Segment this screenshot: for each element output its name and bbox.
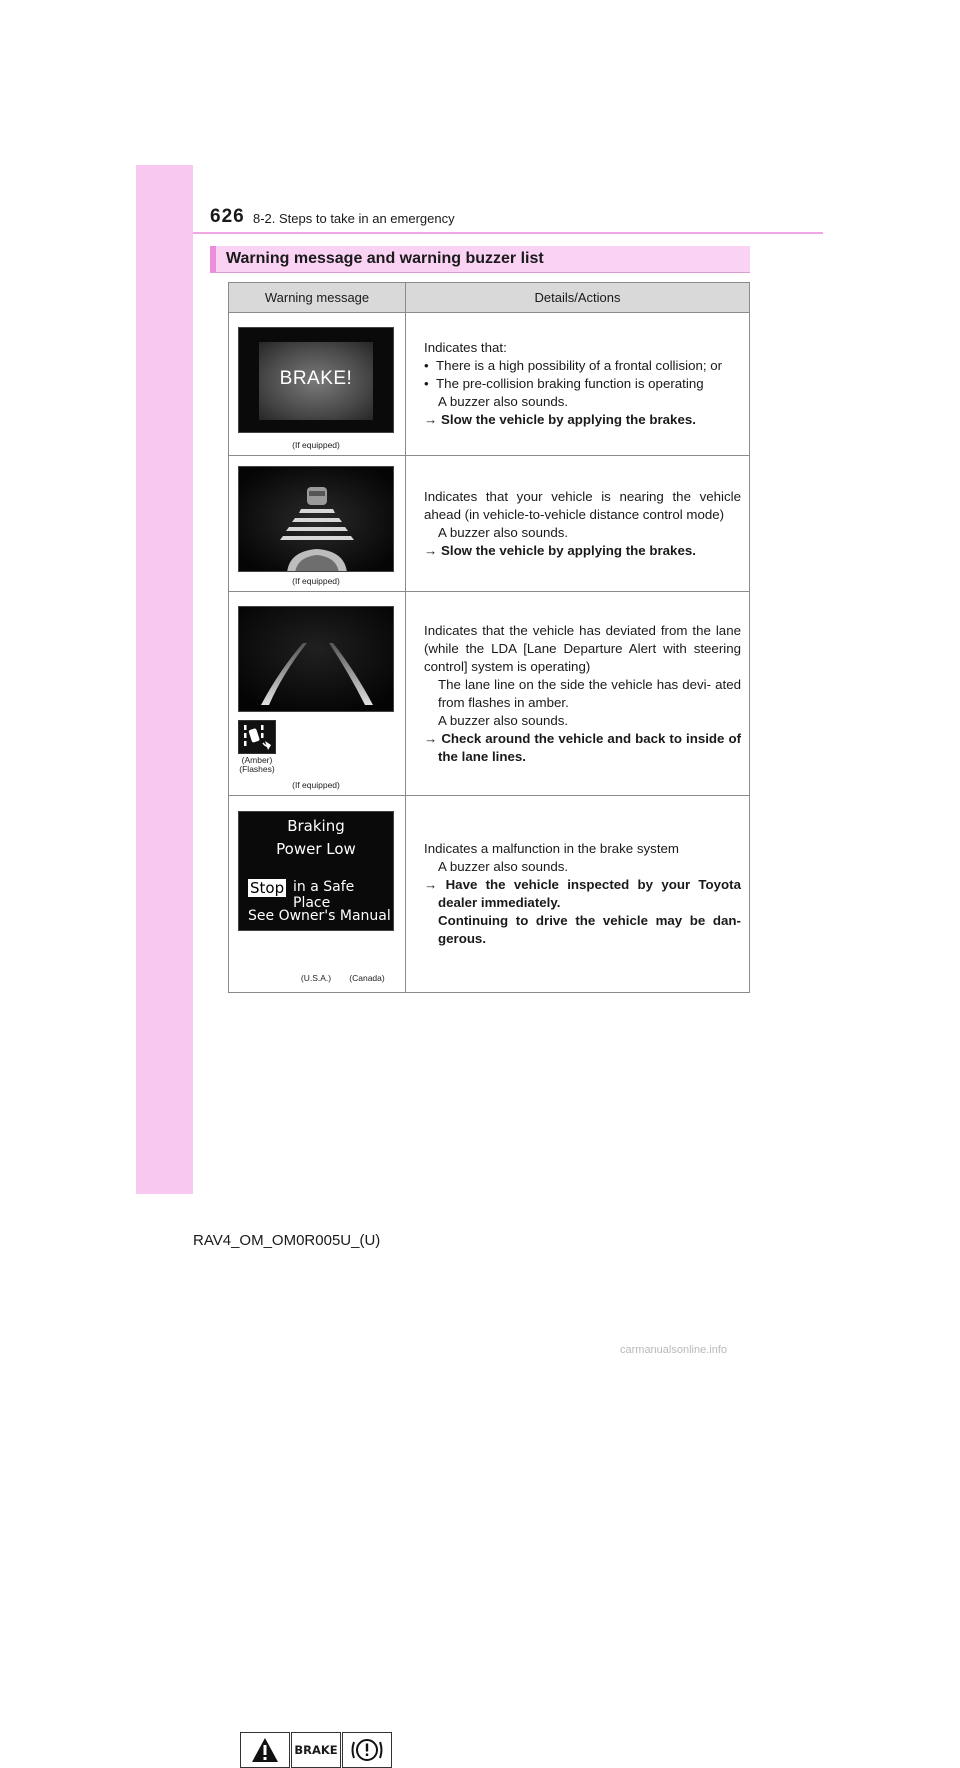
equipped-caption: (If equipped) xyxy=(292,440,340,450)
equipped-caption: (If equipped) xyxy=(292,780,340,790)
brake-circle-icon xyxy=(342,1732,392,1768)
action-item: → Check around the vehicle and back to inside of the lane lines. xyxy=(424,730,741,764)
col-header-details: Details/Actions xyxy=(406,283,750,313)
action-text: Slow the vehicle by applying the brakes. xyxy=(441,542,696,558)
table-row xyxy=(229,796,750,993)
details-cell xyxy=(406,592,750,796)
usa-caption: (U.S.A.) xyxy=(300,973,332,983)
equipped-caption: (If equipped) xyxy=(292,576,340,586)
heading-text: Warning message and warning buzzer list xyxy=(226,250,544,267)
action-text: Slow the vehicle by applying the brakes. xyxy=(441,412,696,427)
table-row xyxy=(229,313,750,456)
vehicle-ahead-icon xyxy=(239,467,394,572)
buzzer-note: A buzzer also sounds. xyxy=(438,524,569,540)
side-tab xyxy=(136,165,193,1194)
action-item: → Have the vehicle inspected by your Toyota dealer immediately. Continuing to drive the vehicle may be dan- gerous. xyxy=(424,877,741,946)
details-intro: Indicates that your vehicle is nearing the vehicle ahead (in vehicle-to-vehicle distance control mode) xyxy=(424,488,741,522)
canada-caption: (Canada) xyxy=(349,973,385,983)
amber-caption: (Amber) xyxy=(241,755,273,765)
buzzer-note: A buzzer also sounds. xyxy=(438,712,569,728)
action-text-continued: Continuing to drive the vehicle may be dan- gerous. xyxy=(438,913,741,946)
action-text: Check around the vehicle and back to inside of the lane lines. xyxy=(438,730,741,764)
lane-note: The lane line on the side the vehicle has devi- ated from flashes in amber. xyxy=(438,676,741,710)
section-title: 8-2. Steps to take in an emergency xyxy=(253,211,455,226)
lda-indicator xyxy=(238,720,276,754)
indicator-caption xyxy=(231,756,283,774)
table-header-row xyxy=(229,283,750,313)
lane-departure-icon xyxy=(239,721,275,753)
bullet-item: • There is a high possibility of a frontal collision; or xyxy=(424,358,723,373)
brake-display-text: BRAKE! xyxy=(279,368,353,389)
table-row xyxy=(229,592,750,796)
display-line-stop: Stop xyxy=(250,879,285,897)
watermark: carmanualsonline.info xyxy=(620,1344,728,1356)
distance-display xyxy=(238,466,394,572)
bullet-text: The pre-collision braking function is operating xyxy=(436,376,704,391)
bullet-item: • The pre-collision braking function is operating xyxy=(424,376,704,391)
flashes-caption: (Flashes) xyxy=(239,764,275,774)
display-line: in a Safe Place xyxy=(293,879,355,911)
message-cell xyxy=(229,313,406,456)
buzzer-note: A buzzer also sounds. xyxy=(438,859,569,874)
warning-triangle-icon xyxy=(240,1732,290,1768)
brake-display xyxy=(238,327,394,433)
brake-text-icon xyxy=(291,1732,341,1768)
action-text: Have the vehicle inspected by your Toyota dealer immediately. xyxy=(438,877,741,910)
lane-lines-icon xyxy=(239,607,394,712)
details-cell xyxy=(406,796,750,993)
buzzer-note: A buzzer also sounds. xyxy=(438,394,569,409)
brake-label: BRAKE xyxy=(294,1743,338,1757)
details-intro: Indicates that the vehicle has deviated from the lane (while the LDA [Lane Departure Alert with steering control] system is operating) xyxy=(424,622,741,674)
header-rule xyxy=(193,232,823,234)
lane-display xyxy=(238,606,394,712)
section-heading xyxy=(210,246,750,273)
bullet-text: There is a high possibility of a frontal collision; or xyxy=(436,358,723,373)
message-cell xyxy=(229,592,406,796)
message-cell xyxy=(229,456,406,592)
col-header-message: Warning message xyxy=(229,283,406,313)
page-number: 626 xyxy=(210,206,245,227)
table-row xyxy=(229,456,750,592)
action-item: → Slow the vehicle by applying the brakes. xyxy=(424,412,696,427)
display-line: See Owner's Manual xyxy=(248,908,391,924)
footer-code: RAV4_OM_OM0R005U_(U) xyxy=(193,1232,381,1249)
details-cell xyxy=(406,313,750,456)
details-intro: Indicates a malfunction in the brake system xyxy=(424,841,679,856)
display-line: Power Low xyxy=(276,840,356,858)
details-intro: Indicates that: xyxy=(424,340,507,355)
brake-power-display xyxy=(238,811,394,931)
action-item: → Slow the vehicle by applying the brakes. xyxy=(424,542,696,558)
display-line: Braking xyxy=(287,817,345,835)
details-cell xyxy=(406,456,750,592)
